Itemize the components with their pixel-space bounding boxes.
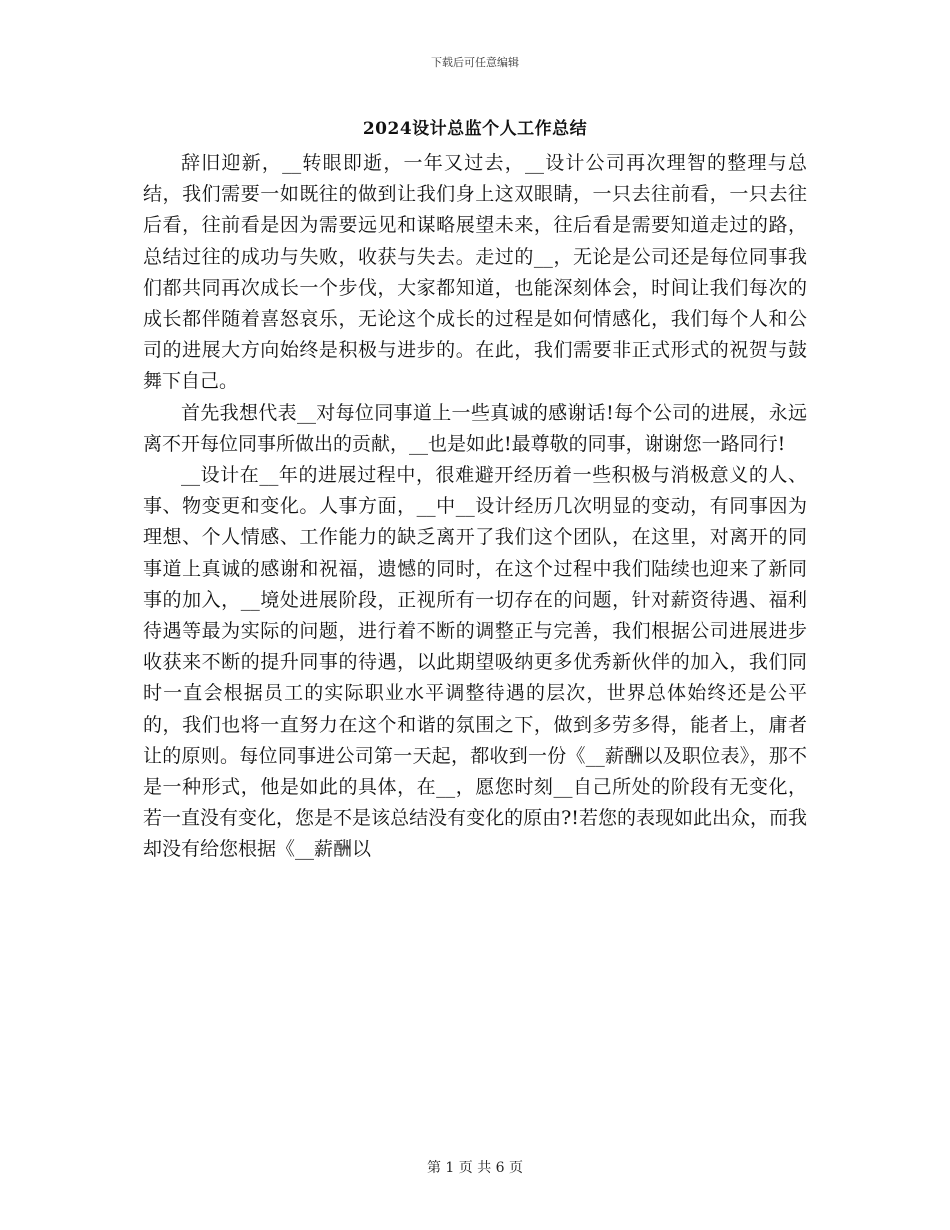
document-title: 2024设计总监个人工作总结	[362, 119, 588, 139]
paragraph-3: __设计在__年的进展过程中，很难避开经历着一些积极与消极意义的人、事、物变更和变化。人事方面，__中__设计经历几次明显的变动，有同事因为理想、个人情感、工作能力的缺乏离开了我们这个团队，在这里，对离开的同事道上真诚的感谢和祝福，遗憾的同时，在这个过程中我们陆续也迎来了新同事的加入，__境处进展阶段，正视所有一切存在的问题，针对薪资待遇、福利待遇等最为实际的问题，进行着不断的调整正与完善，我们根据公司进展进步收获来不断的提升同事的待遇，以此期望吸纳更多优秀新伙伴的加入，我们同时一直会根据员工的实际职业水平调整待遇的层次，世界总体始终还是公平的，我们也将一直努力在这个和谐的氛围之下，做到多劳多得，能者上，庸者让的原则。每位同事进公司第一天起，都收到一份《__薪酬以及职位表》，那不是一种形式，他是如此的具体，在__，愿您时刻__自己所处的阶段有无变化，若一直没有变化，您是不是该总结没有变化的原由?!若您的表现如此出众，而我却没有给您根据《__薪酬以	[143, 464, 807, 861]
page-number: 第 1 页 共 6 页	[426, 1160, 524, 1176]
paragraph-2: 首先我想代表__对每位同事道上一些真诚的感谢话!每个公司的进展，永远离不开每位同事所做出的贡献，__也是如此!最尊敬的同事，谢谢您一路同行!	[143, 401, 807, 455]
paragraph-1: 辞旧迎新，__转眼即逝，一年又过去，__设计公司再次理智的整理与总结，我们需要一如既往的做到让我们身上这双眼睛，一只去往前看，一只去往后看，往前看是因为需要远见和谋略展望未来，往后看是需要知道走过的路，总结过往的成功与失败，收获与失去。走过的__，无论是公司还是每位同事我们都共同再次成长一个步伐，大家都知道，也能深刻体会，时间让我们每次的成长都伴随着喜怒哀乐，无论这个成长的过程是如何情感化，我们每个人和公司的进展大方向始终是积极与进步的。在此，我们需要非正式形式的祝贺与鼓舞下自己。	[143, 152, 807, 393]
header-note: 下载后可任意编辑	[431, 56, 519, 69]
document-body	[143, 148, 807, 866]
